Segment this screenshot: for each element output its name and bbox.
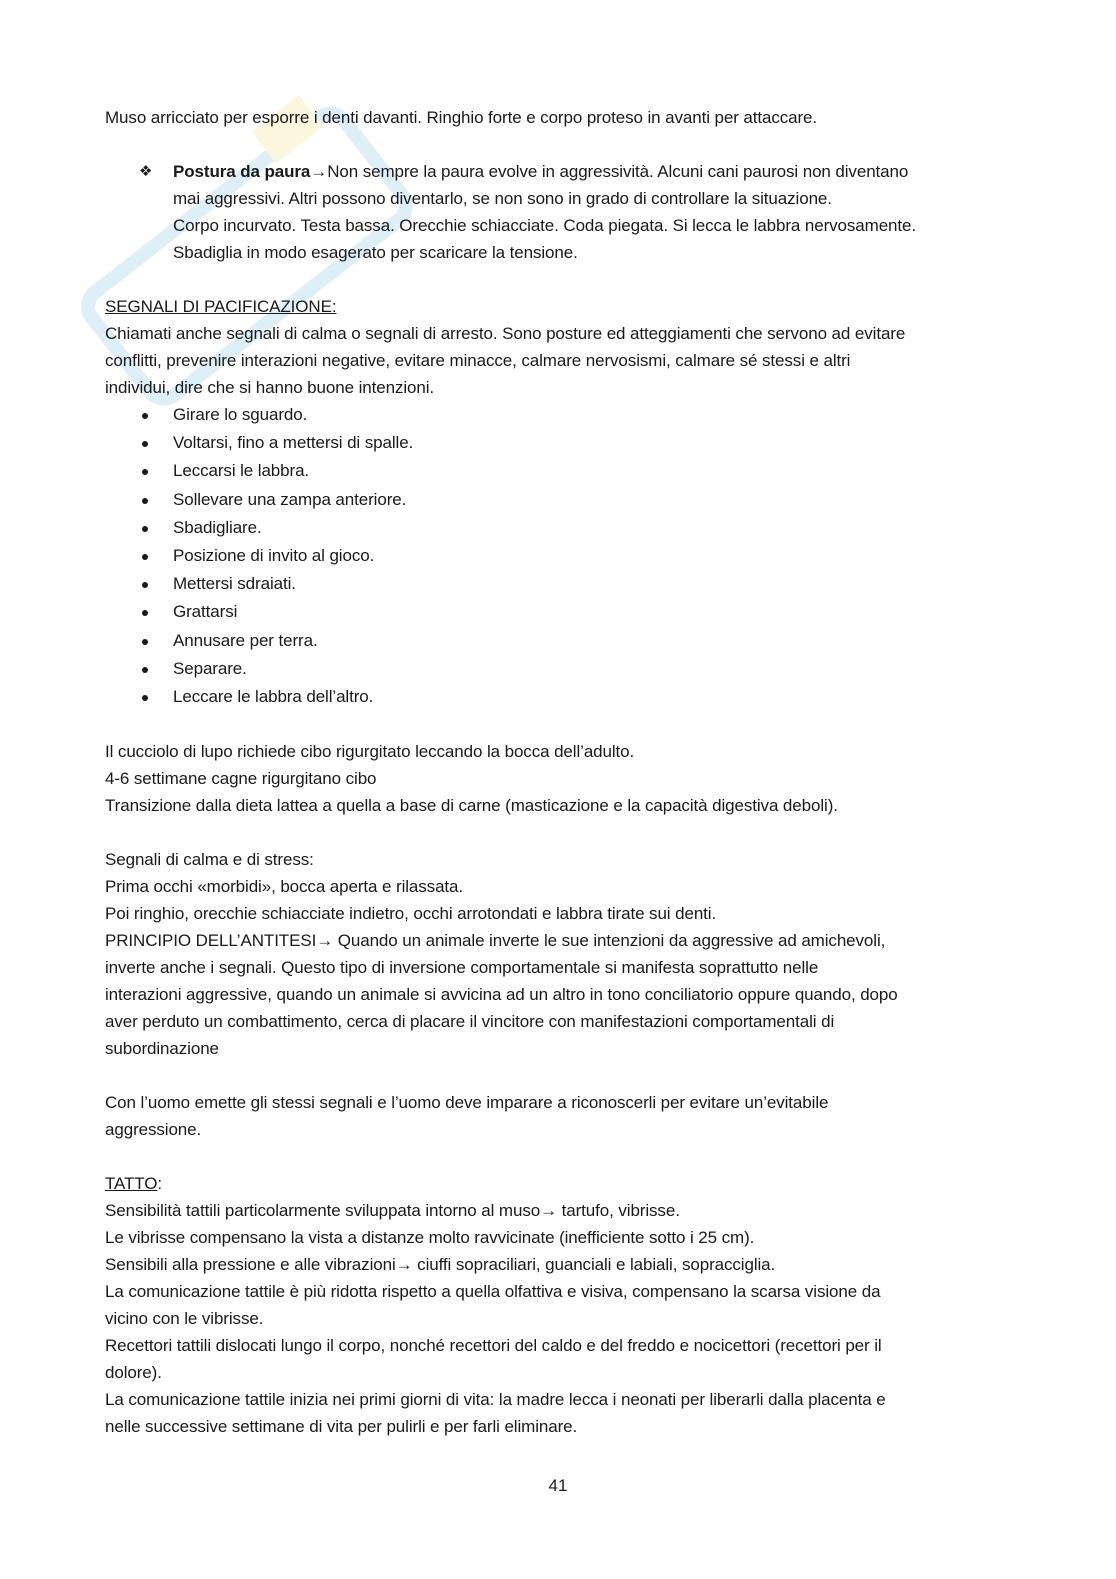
touch-line: tartufo, vibrisse. <box>557 1201 680 1221</box>
pacification-line: Chiamati anche segnali di calma o segnali di arresto. Sono posture ed atteggiamenti che servono ad evitare <box>105 324 906 343</box>
antithesis-line: aver perduto un combattimento, cerca di placare il vincitore con manifestazioni comportamentali di <box>105 1012 835 1032</box>
list-item: Sbadigliare. <box>105 514 1005 542</box>
pacification-list <box>105 401 1005 711</box>
fear-posture-line: Non sempre la paura evolve in aggressività. Alcuni cani paurosi non diventano <box>327 162 909 181</box>
list-item: Posizione di invito al gioco. <box>105 542 1005 570</box>
list-item: Girare lo sguardo. <box>105 401 1005 429</box>
cub-line: 4-6 settimane cagne rigurgitano cibo <box>105 769 377 789</box>
diamond-bullet-icon: ❖ <box>139 163 153 180</box>
list-item: Annusare per terra. <box>105 627 1005 655</box>
touch-line: dolore). <box>105 1363 162 1383</box>
list-item: Separare. <box>105 655 1005 683</box>
human-line: Con l’uomo emette gli stessi segnali e l’uomo deve imparare a riconoscerli per evitare un’evitabile <box>105 1093 829 1113</box>
antithesis-line: inverte anche i segnali. Questo tipo di inversione comportamentale si manifesta soprattutto nelle <box>105 958 819 978</box>
intro-line: Muso arricciato per esporre i denti davanti. Ringhio forte e corpo proteso in avanti per attaccare. <box>105 108 818 127</box>
list-item: Voltarsi, fino a mettersi di spalle. <box>105 429 1005 457</box>
list-item: Grattarsi <box>105 598 1005 626</box>
arrow-icon: → <box>310 162 328 181</box>
arrow-icon: → <box>395 1255 413 1275</box>
pacification-heading: SEGNALI DI PACIFICAZIONE: <box>105 297 337 316</box>
touch-line: La comunicazione tattile inizia nei primi giorni di vita: la madre lecca i neonati per liberarli dalla placenta e <box>105 1390 886 1410</box>
touch-line: Recettori tattili dislocati lungo il corpo, nonché recettori del caldo e del freddo e nocicettori (recettori per il <box>105 1336 882 1356</box>
human-line: aggressione. <box>105 1120 202 1140</box>
page-number: 41 <box>548 1476 568 1495</box>
antithesis-line: interazioni aggressive, quando un animale si avvicina ad un altro in tono conciliatorio oppure quando, dopo <box>105 985 898 1005</box>
list-item: Leccarsi le labbra. <box>105 457 1005 485</box>
touch-line: Le vibrisse compensano la vista a distanze molto ravvicinate (inefficiente sotto i 25 cm). <box>105 1228 755 1248</box>
touch-line: nelle successive settimane di vita per pulirli e per farli eliminare. <box>105 1417 578 1437</box>
fear-posture-line: Corpo incurvato. Testa bassa. Orecchie schiacciate. Coda piegata. Si lecca le labbra nervosamente. <box>173 216 917 235</box>
touch-heading: TATTO <box>105 1174 158 1194</box>
antithesis-label: PRINCIPIO DELL’ANTITESI <box>105 931 317 951</box>
touch-line: ciuffi sopraciliari, guanciali e labiali, sopracciglia. <box>412 1255 776 1275</box>
arrow-icon: → <box>540 1201 557 1221</box>
pacification-line: individui, dire che si hanno buone intenzioni. <box>105 378 435 397</box>
calm-stress-line: Prima occhi «morbidi», bocca aperta e rilassata. <box>105 877 464 897</box>
fear-posture-heading: Postura da paura <box>173 162 311 181</box>
antithesis-line: Quando un animale inverte le sue intenzioni da aggressive ad amichevoli, <box>333 931 886 951</box>
arrow-icon: → <box>316 931 334 951</box>
fear-posture-item <box>105 158 1005 266</box>
cub-line: Transizione dalla dieta lattea a quella a base di carne (masticazione e la capacità digestiva deboli). <box>105 796 838 816</box>
touch-heading-colon: : <box>157 1174 163 1194</box>
touch-line: vicino con le vibrisse. <box>105 1309 264 1329</box>
cub-line: Il cucciolo di lupo richiede cibo rigurgitato leccando la bocca dell’adulto. <box>105 742 635 762</box>
list-item: Sollevare una zampa anteriore. <box>105 486 1005 514</box>
touch-line: La comunicazione tattile è più ridotta rispetto a quella olfattiva e visiva, compensano la scarsa visione da <box>105 1282 881 1302</box>
list-item: Mettersi sdraiati. <box>105 570 1005 598</box>
antithesis-line: subordinazione <box>105 1039 219 1059</box>
document-page <box>105 104 1005 1440</box>
calm-stress-line: Poi ringhio, orecchie schiacciate indietro, occhi arrotondati e labbra tirate sui denti. <box>105 904 717 924</box>
touch-line: Sensibili alla pressione e alle vibrazioni <box>105 1255 396 1275</box>
fear-posture-line: Sbadiglia in modo esagerato per scaricare la tensione. <box>173 243 578 262</box>
calm-stress-line: Segnali di calma e di stress: <box>105 850 314 870</box>
fear-posture-line: mai aggressivi. Altri possono diventarlo, se non sono in grado di controllare la situazione. <box>173 189 832 208</box>
list-item: Leccare le labbra dell’altro. <box>105 683 1005 711</box>
pacification-line: conflitti, prevenire interazioni negative, evitare minacce, calmare nervosismi, calmare sé stessi e altri <box>105 351 851 370</box>
touch-line: Sensibilità tattili particolarmente sviluppata intorno al muso <box>105 1201 541 1221</box>
